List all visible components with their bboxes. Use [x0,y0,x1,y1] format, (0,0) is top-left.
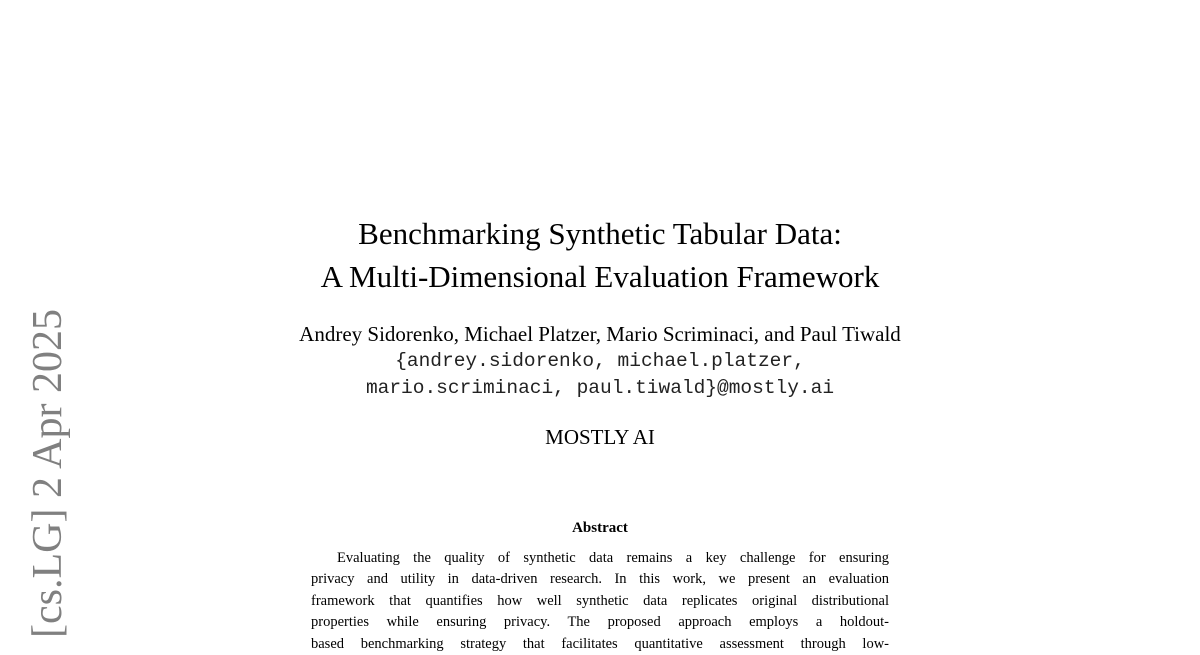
arxiv-identifier-stamp: [cs.LG] 2 Apr 2025 [25,309,71,638]
title-line-2: A Multi-Dimensional Evaluation Framework [320,259,880,294]
abstract-line: privacy and utility in data-driven research. In this work, we present an evaluation [311,571,889,588]
title-line-1: Benchmarking Synthetic Tabular Data: [358,216,842,251]
abstract-line: properties while ensuring privacy. The proposed approach employs a holdout- [311,614,889,631]
abstract-line: framework that quantifies how well synthetic data replicates original distributional [311,592,889,609]
abstract-line: Evaluating the quality of synthetic data remains a key challenge for ensuring [337,550,889,566]
abstract-line: based benchmarking strategy that facilitates quantitative assessment through low- [311,635,889,652]
affiliation: MOSTLY AI [545,425,655,449]
email-line-2: mario.scriminaci, paul.tiwald}@mostly.ai [365,377,835,399]
author-emails [0,348,1200,402]
email-line-1: {andrey.sidorenko, michael.platzer, [395,350,805,372]
author-list: Andrey Sidorenko, Michael Platzer, Mario Scriminaci, and Paul Tiwald [299,322,901,346]
abstract-body [311,548,889,655]
paper-title [0,212,1200,298]
abstract-heading: Abstract [572,520,628,536]
